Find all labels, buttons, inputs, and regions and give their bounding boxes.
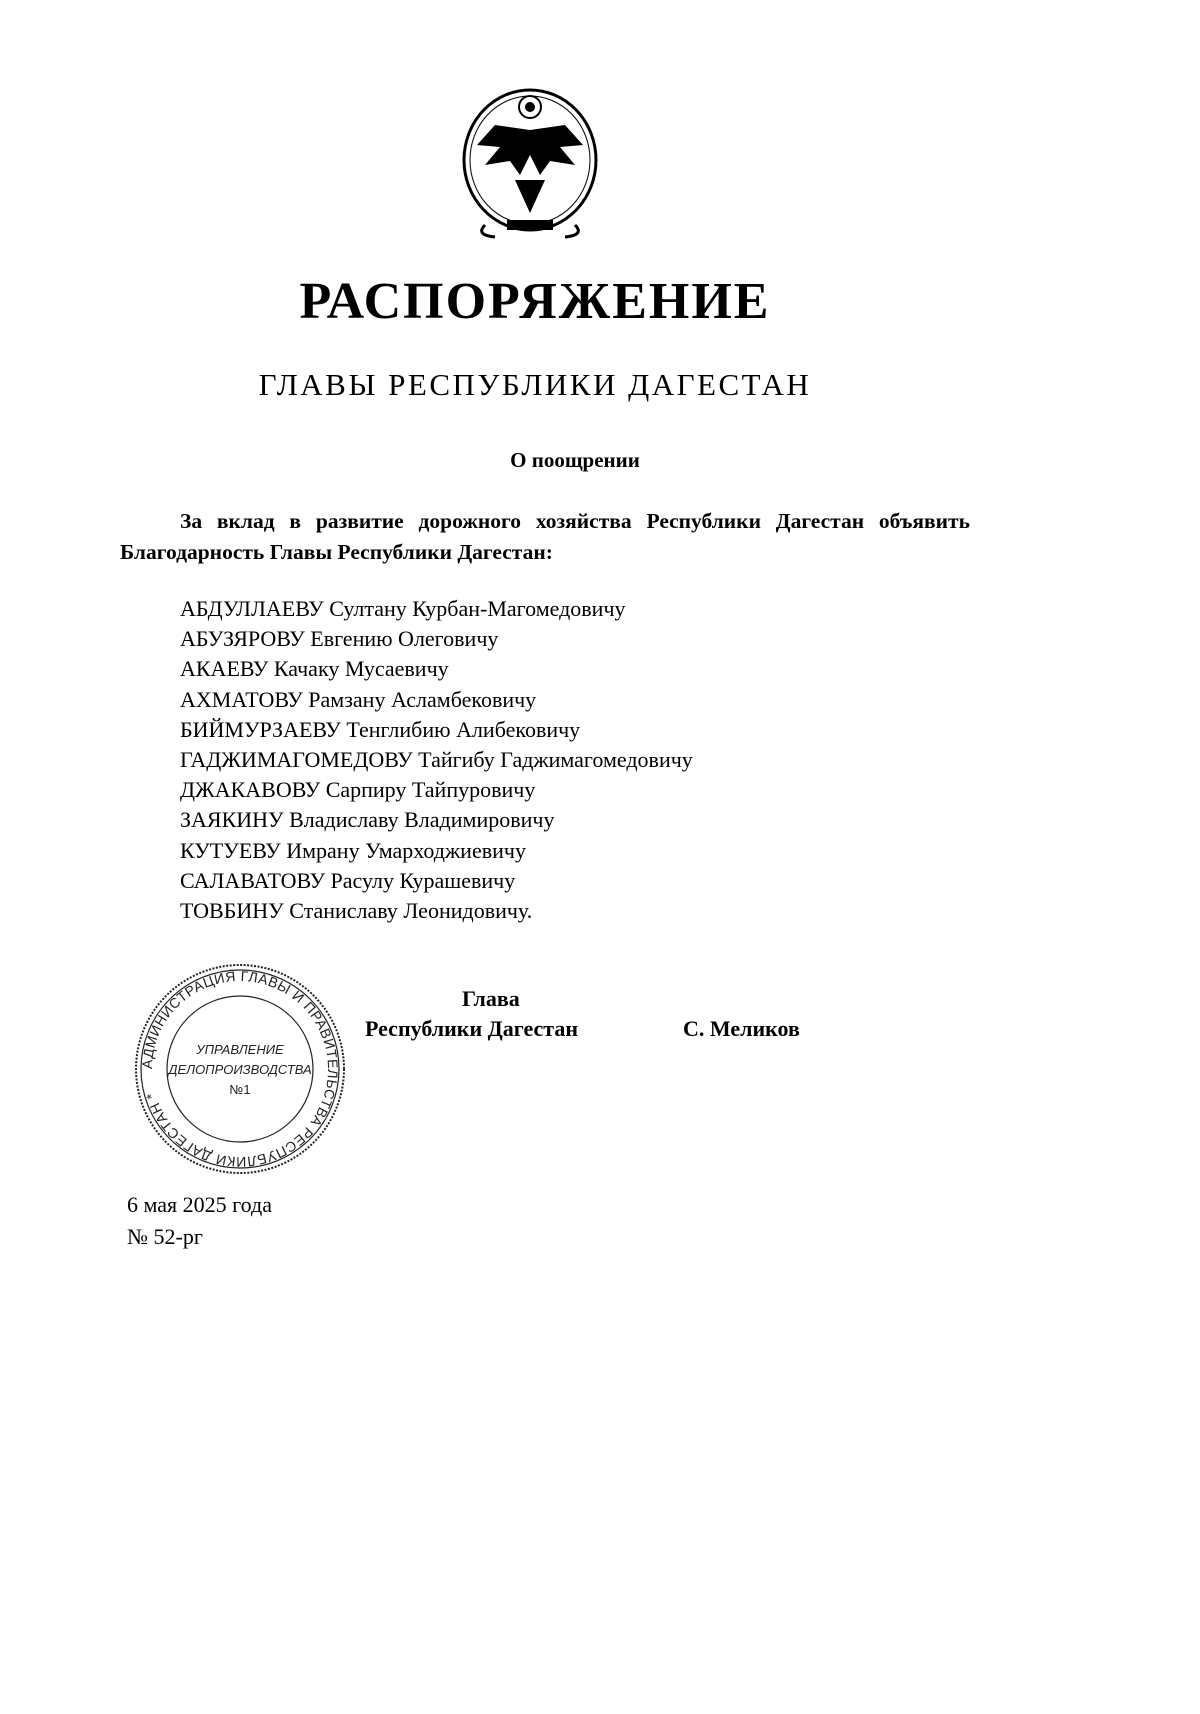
- awardee-name: БИЙМУРЗАЕВУ Тенглибию Алибековичу: [180, 716, 581, 742]
- dagestan-coat-of-arms-emblem: [455, 85, 605, 245]
- stamp-line: ДЕЛОПРОИЗВОДСТВА: [168, 1062, 312, 1077]
- awardee-name: АБДУЛЛАЕВУ Султану Курбан-Магомедовичу: [180, 596, 626, 621]
- awardee-name: АБУЗЯРОВУ Евгению Олеговичу: [180, 626, 499, 652]
- awardee-name: ДЖАКАВОВУ Сарпиру Тайпуровичу: [180, 777, 536, 803]
- awardee-name: ГАДЖИМАГОМЕДОВУ Тайгибу Гаджимагомедовичу: [180, 747, 693, 773]
- stamp-ring-text: АДМИНИСТРАЦИЯ ГЛАВЫ И ПРАВИТЕЛЬСТВА РЕСПУБЛИКИ ДАГЕСТАН *: [138, 967, 342, 1171]
- signatory-title-line1: Глава: [462, 986, 520, 1011]
- awardee-name: ЗАЯКИНУ Владиславу Владимировичу: [180, 807, 555, 833]
- awardee-name: ТОВБИНУ Станиславу Леонидовичу.: [180, 898, 533, 924]
- signatory-name: С. Меликов: [683, 1016, 800, 1041]
- document-subtitle: ГЛАВЫ РЕСПУБЛИКИ ДАГЕСТАН: [258, 367, 812, 402]
- document-title: РАСПОРЯЖЕНИЕ: [299, 273, 771, 330]
- awardee-name: САЛАВАТОВУ Расулу Курашевичу: [180, 867, 516, 893]
- stamp-line: УПРАВЛЕНИЕ: [196, 1042, 284, 1057]
- awardee-list: [180, 594, 693, 926]
- document-date: 6 мая 2025 года: [127, 1192, 272, 1217]
- intro-paragraph: За вклад в развитие дорожного хозяйства Республики Дагестан объявить Благодарность Главы Республики Дагестан:: [120, 509, 970, 564]
- awardee-name: АКАЕВУ Качаку Мусаевичу: [180, 656, 449, 682]
- stamp-line: №1: [229, 1082, 251, 1097]
- official-stamp: [130, 962, 350, 1177]
- awardee-name: АХМАТОВУ Рамзану Асламбековичу: [180, 686, 537, 712]
- document-number: № 52-рг: [127, 1224, 203, 1249]
- awardee-name: КУТУЕВУ Имрану Умарходжиевичу: [180, 837, 526, 863]
- document-subject: О поощрении: [510, 448, 640, 472]
- signatory-title-line2: Республики Дагестан: [365, 1016, 579, 1041]
